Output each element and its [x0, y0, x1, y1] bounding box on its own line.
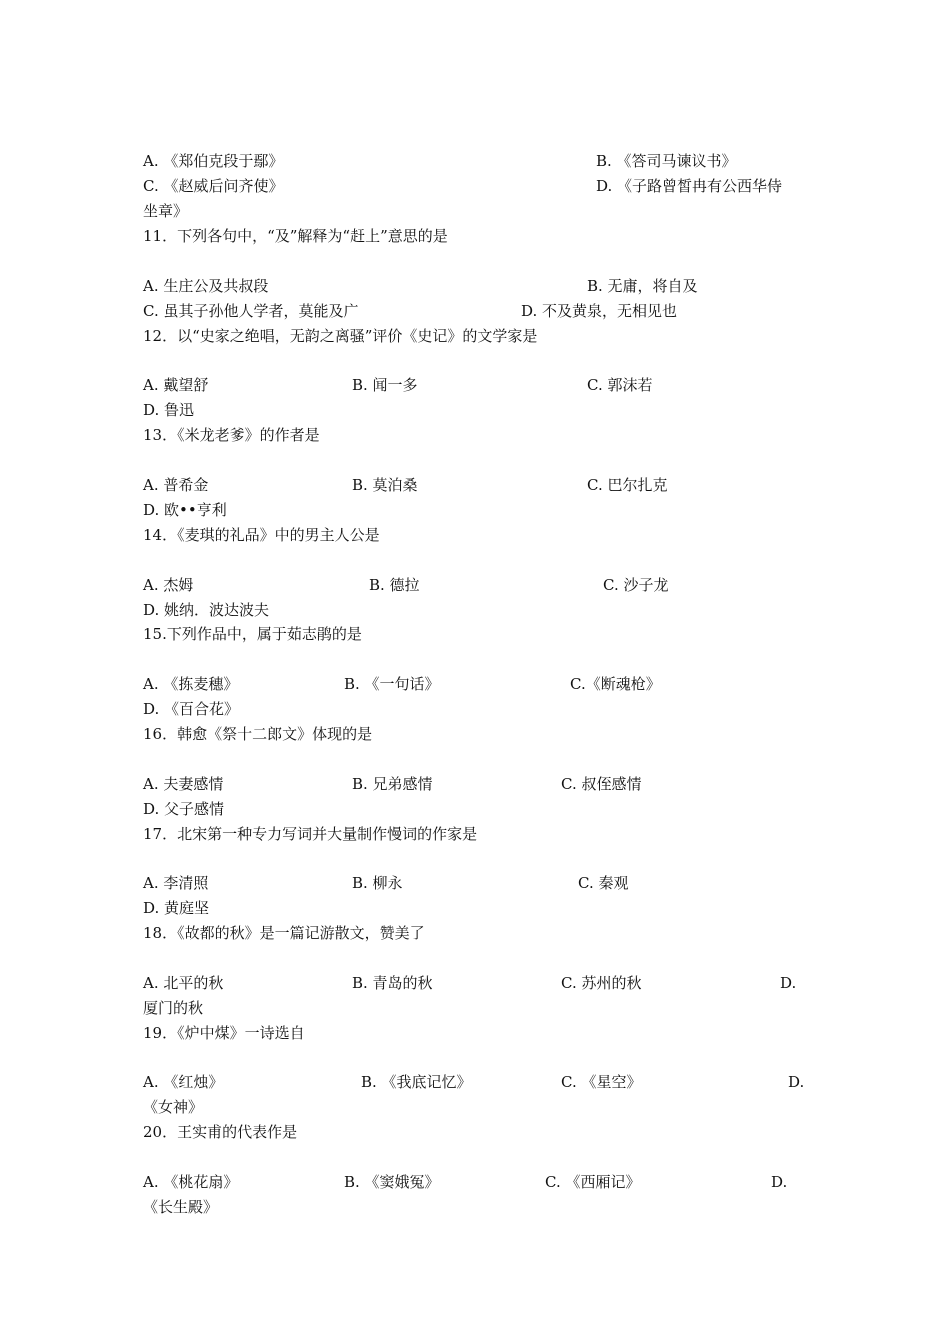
- q17-option-a: A. 李清照: [143, 874, 209, 892]
- q14-stem: 14．《麦琪的礼品》中的男主人公是: [143, 526, 380, 544]
- q20-option-b: B. 《窦娥冤》: [344, 1173, 440, 1191]
- q18-stem: 18．《故都的秋》是一篇记游散文，赞美了: [143, 924, 425, 942]
- q11-option-b: B. 无庸，将自及: [587, 277, 698, 295]
- q16-option-d: D. 父子感情: [143, 800, 225, 818]
- q16-option-c: C. 叔侄感情: [561, 775, 642, 793]
- q10-option-b: B. 《答司马谏议书》: [596, 152, 737, 170]
- q14-option-d: D. 姚纳．波达波夫: [143, 601, 270, 619]
- q19-option-d: D.: [788, 1073, 805, 1091]
- q15-option-b: B. 《一句话》: [344, 675, 440, 693]
- q13-option-a: A. 普希金: [143, 476, 209, 494]
- q20-stem: 20．王实甫的代表作是: [143, 1123, 298, 1141]
- q17-option-b: B. 柳永: [352, 874, 403, 892]
- q10-option-d-continued: 坐章》: [143, 202, 189, 220]
- q16-stem: 16．韩愈《祭十二郎文》体现的是: [143, 725, 373, 743]
- q12-option-d: D. 鲁迅: [143, 401, 195, 419]
- q20-option-a: A. 《桃花扇》: [143, 1173, 239, 1191]
- q19-stem: 19．《炉中煤》一诗选自: [143, 1024, 305, 1042]
- q10-option-c: C. 《赵威后问齐使》: [143, 177, 284, 195]
- q11-option-c: C. 虽其子孙他人学者，莫能及广: [143, 302, 359, 320]
- q20-option-c: C. 《西厢记》: [545, 1173, 641, 1191]
- q13-option-c: C. 巴尔扎克: [587, 476, 668, 494]
- q15-option-c: C.《断魂枪》: [570, 675, 661, 693]
- q13-option-d: D. 欧••亨利: [143, 501, 227, 519]
- q20-option-d-continued: 《长生殿》: [143, 1198, 219, 1216]
- q16-option-a: A. 夫妻感情: [143, 775, 224, 793]
- q13-option-b: B. 莫泊桑: [352, 476, 418, 494]
- q18-option-c: C. 苏州的秋: [561, 974, 642, 992]
- q11-stem: 11．下列各句中，“及”解释为“赶上”意思的是: [143, 227, 448, 245]
- q14-option-c: C. 沙子龙: [603, 576, 669, 594]
- q14-option-b: B. 德拉: [369, 576, 420, 594]
- q19-option-a: A. 《红烛》: [143, 1073, 224, 1091]
- q12-option-c: C. 郭沫若: [587, 376, 653, 394]
- q16-option-b: B. 兄弟感情: [352, 775, 433, 793]
- q17-option-c: C. 秦观: [578, 874, 629, 892]
- q20-option-d: D.: [771, 1173, 788, 1191]
- q12-option-b: B. 闻一多: [352, 376, 418, 394]
- q19-option-c: C. 《星空》: [561, 1073, 642, 1091]
- q10-option-d: D. 《子路曾皙冉有公西华侍: [596, 177, 783, 195]
- q11-option-d: D. 不及黄泉，无相见也: [521, 302, 678, 320]
- q11-option-a: A. 生庄公及共叔段: [143, 277, 269, 295]
- q17-stem: 17．北宋第一种专力写词并大量制作慢词的作家是: [143, 825, 478, 843]
- q15-stem: 15.下列作品中，属于茹志鹃的是: [143, 625, 362, 643]
- q19-option-d-continued: 《女神》: [143, 1098, 204, 1116]
- q15-option-a: A. 《拣麦穗》: [143, 675, 239, 693]
- q18-option-b: B. 青岛的秋: [352, 974, 433, 992]
- q12-option-a: A. 戴望舒: [143, 376, 209, 394]
- q13-stem: 13．《米龙老爹》的作者是: [143, 426, 320, 444]
- q12-stem: 12．以“史家之绝唱，无韵之离骚”评价《史记》的文学家是: [143, 327, 538, 345]
- q18-option-a: A. 北平的秋: [143, 974, 224, 992]
- q10-option-a: A. 《郑伯克段于鄢》: [143, 152, 284, 170]
- q18-option-d: D.: [780, 974, 797, 992]
- q17-option-d: D. 黄庭坚: [143, 899, 210, 917]
- q18-option-d-continued: 厦门的秋: [143, 999, 204, 1017]
- q15-option-d: D. 《百合花》: [143, 700, 240, 718]
- q14-option-a: A. 杰姆: [143, 576, 194, 594]
- q19-option-b: B. 《我底记忆》: [361, 1073, 472, 1091]
